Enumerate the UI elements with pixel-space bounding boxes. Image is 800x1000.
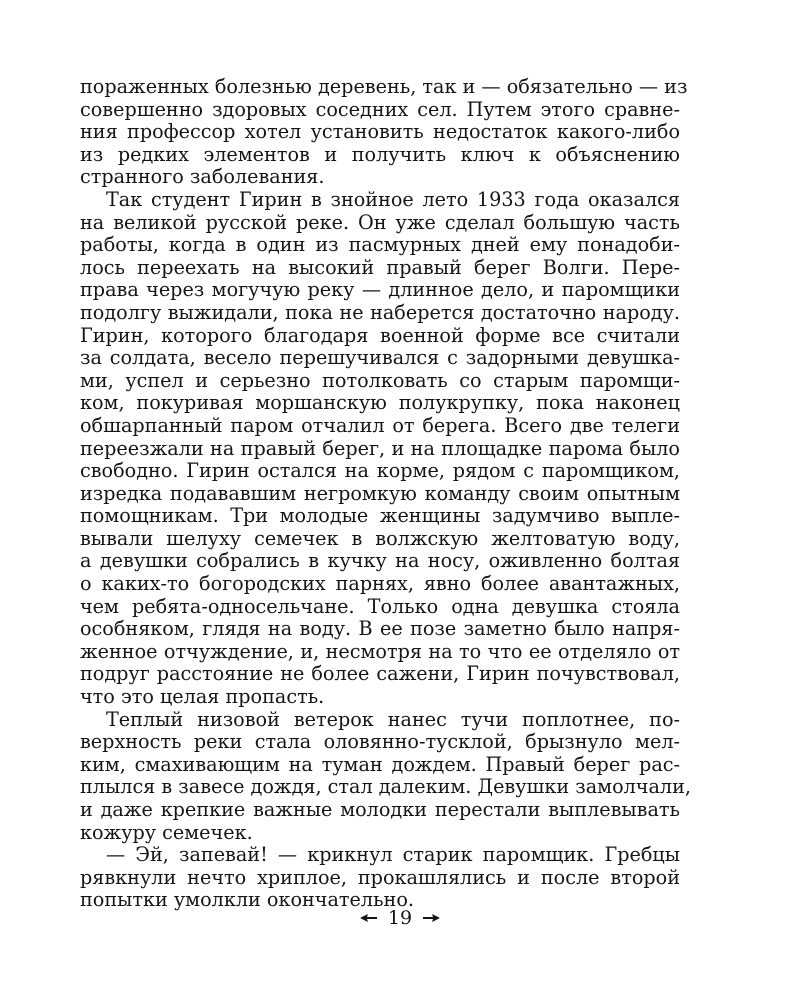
arrow-ornament-right-icon bbox=[422, 913, 440, 923]
arrow-ornament-left-icon bbox=[360, 913, 378, 923]
text-line: — Эй, запевай! — крикнул старик паромщик. Гребцы bbox=[106, 843, 680, 867]
text-line: рявкнули нечто хриплое, прокашлялись и после второй bbox=[80, 865, 680, 889]
text-line: кожуру семечек. bbox=[80, 820, 253, 844]
text-line: странного заболевания. bbox=[80, 165, 325, 189]
text-line: Теплый низовой ветерок нанес тучи поплотнее, по- bbox=[106, 707, 680, 731]
text-line: ми, успел и серьезно потолковать со старым паромщи- bbox=[80, 368, 680, 392]
text-line: и даже крепкие важные молодки перестали выплевывать bbox=[80, 798, 680, 821]
text-line: на великой русской реке. Он уже сделал большую часть bbox=[80, 210, 680, 234]
page-footer bbox=[0, 906, 800, 930]
text-line: обшарпанный паром отчалил от берега. Всего две телеги bbox=[80, 413, 680, 437]
text-line: лось переехать на высокий правый берег Волги. Пере- bbox=[80, 255, 680, 279]
text-line: особняком, глядя на воду. В ее позе заметно было напря- bbox=[80, 617, 680, 641]
text-line: женное отчуждение, и, несмотря на то что ее отделяло от bbox=[80, 639, 680, 663]
text-line: верхность реки стала оловянно-тусклой, брызнуло мел- bbox=[80, 730, 680, 754]
text-line: плылся в завесе дождя, стал далеким. Девушки замолчали, bbox=[80, 775, 692, 799]
text-line: из редких элементов и получить ключ к объяснению bbox=[80, 142, 680, 166]
text-line: Гирин, которого благодаря военной форме все считали bbox=[80, 323, 680, 347]
text-line: за солдата, весело перешучивался с задорными девушка- bbox=[80, 346, 680, 370]
text-line: свободно. Гирин остался на корме, рядом с паромщиком, bbox=[80, 459, 680, 483]
text-line: что это целая пропасть. bbox=[80, 685, 325, 709]
text-line: пораженных болезнью деревень, так и — обязательно — из bbox=[80, 75, 688, 98]
text-line: переезжали на правый берег, и на площадке парома было bbox=[80, 436, 680, 460]
text-line: чем ребята-односельчане. Только одна девушка стояла bbox=[80, 594, 680, 618]
text-line: изредка подававшим негромкую команду своим опытным bbox=[80, 481, 680, 505]
text-line: работы, когда в один из пасмурных дней ему понадоби- bbox=[80, 233, 680, 257]
text-line: о каких-то богородских парнях, явно более авантажных, bbox=[80, 572, 680, 596]
text-line: вывали шелуху семечек в волжскую желтоватую воду, bbox=[80, 526, 680, 550]
text-line: помощникам. Три молодые женщины задумчиво выпле- bbox=[80, 504, 680, 528]
text-line: ком, покуривая моршанскую полукрупку, пока наконец bbox=[80, 391, 680, 415]
text-line: подолгу выжидали, пока не наберется достаточно народу. bbox=[80, 300, 680, 324]
text-line: Так студент Гирин в знойное лето 1933 года оказался bbox=[106, 187, 680, 211]
text-line: ким, смахивающим на туман дождем. Правый берег рас- bbox=[80, 752, 680, 776]
text-line: права через могучую реку — длинное дело, и паромщики bbox=[80, 278, 680, 302]
text-line: а девушки собрались в кучку на носу, оживленно болтая bbox=[80, 549, 680, 573]
text-line: ния профессор хотел установить недостаток какого-либо bbox=[80, 120, 680, 144]
text-line: совершенно здоровых соседних сел. Путем этого сравне- bbox=[80, 97, 680, 121]
page-number: 19 bbox=[387, 907, 413, 929]
text-line: попытки умолкли окончательно. bbox=[80, 888, 414, 912]
text-line: подруг расстояние не более сажени, Гирин почувствовал, bbox=[80, 662, 680, 686]
body-text bbox=[80, 75, 692, 912]
